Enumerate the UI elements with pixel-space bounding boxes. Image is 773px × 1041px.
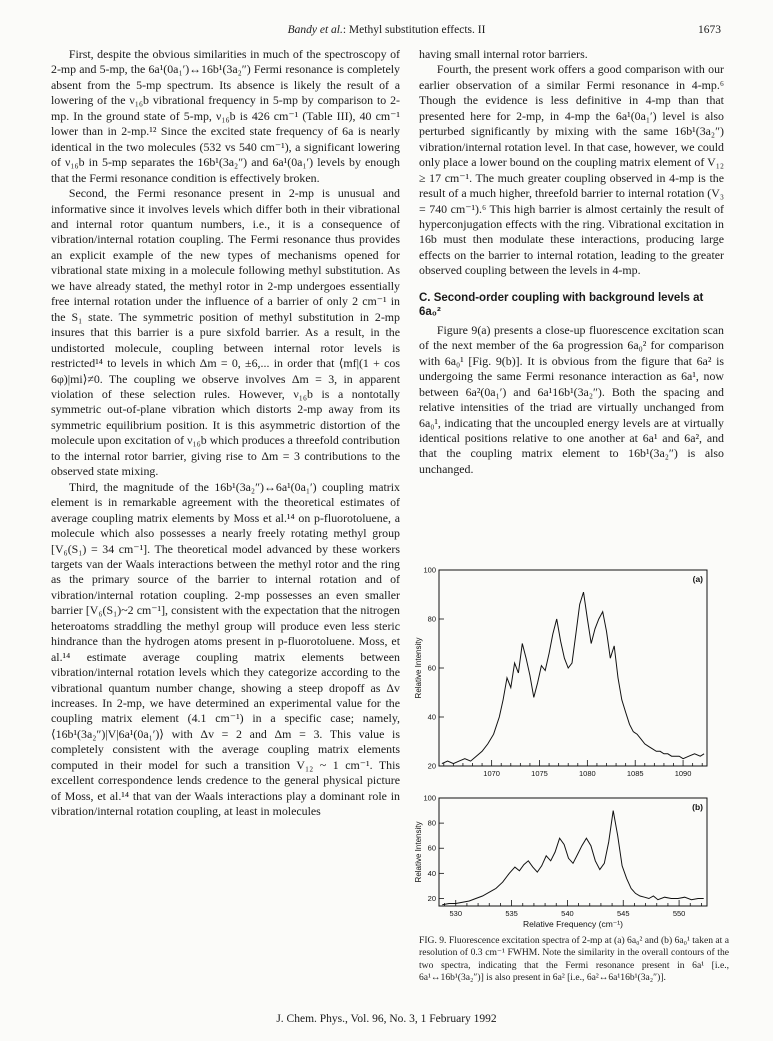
y-tick-label: 40 <box>427 868 436 878</box>
x-tick-label: 540 <box>561 909 574 918</box>
y-axis-label: Relative Intensity <box>414 821 423 883</box>
paragraph: First, despite the obvious similarities in much of the spectroscopy of 2-mp and 5-mp, the 6a¹(0a₁′)↔16b¹(3a₂″) Fermi resonance is completely absent from the 5-mp spectrum. Its absence is likely the result of a lowering of the ν₁₆b vibrational frequency in 5-mp by comparison to 2-mp. In the ground state of 5-mp, ν₁₆b is 426 cm⁻¹ (Table III), 40 cm⁻¹ lower than in 2-mp.¹² Since the excited state frequency of 6a is nearly identical in the two molecules (532 vs 540 cm⁻¹), a significant lowering of ν₁₆b in 5-mp separates the 16b¹(3a₂″) and 6a¹(0a₁′) levels by enough that the Fermi resonance condition is effectively broken. <box>51 47 400 185</box>
x-tick-label: 530 <box>449 909 463 918</box>
panel-label: (a) <box>692 574 703 584</box>
paragraph: having small internal rotor barriers. <box>419 47 588 61</box>
running-title-author: Bandy et al. <box>287 24 343 36</box>
left-column <box>51 47 400 820</box>
y-tick-label: 100 <box>423 565 436 575</box>
running-title-rest: : Methyl substitution effects. II <box>342 24 486 36</box>
x-tick-label: 1075 <box>531 769 548 778</box>
y-tick-label: 100 <box>423 793 436 803</box>
x-tick-label: 1085 <box>626 769 644 778</box>
x-tick-label: 1080 <box>579 769 596 778</box>
x-tick-label: 550 <box>672 909 686 918</box>
x-tick-label: 545 <box>616 909 630 918</box>
spectrum-line <box>442 811 703 905</box>
page-number: 1673 <box>698 24 721 36</box>
spectrum-chart-b <box>412 783 717 933</box>
y-tick-label: 80 <box>427 614 436 624</box>
x-axis-label: Relative Frequency (cm⁻¹) <box>523 919 623 929</box>
y-tick-label: 60 <box>427 843 436 853</box>
paragraph: Second, the Fermi resonance present in 2-mp is unusual and informative since it involves levels which differ both in their vibrational and internal rotor quantum numbers, i.e., it is a consequence of vibration/internal rotation coupling. The Fermi resonance thus provides an explicit example of the new types of mechanisms opened for vibrational state mixing in a molecule following methyl substitution. As we have already stated, the methyl rotor in 2-mp undergoes essentially free internal rotation under the influence of a barrier of only 2 cm⁻¹ in the S₁ state. The symmetric position of methyl substitution in 2-mp insures that this barrier is a pure sixfold barrier. As a result, in the undistorted molecule, coupling between internal rotor levels is restricted¹⁴ to levels in which Δm = 0, ±6,... in order that ⟨mf|(1 + cos 6φ)|mi⟩≠0. The coupling we observe involves Δm = 3, in apparent violation of these selection rules. However, ν₁₆b is a nontotally symmetric out-of-plane vibration which distorts 2-mp away from its symmetric equilibrium position. It is this asymmetric distortion of the molecule upon excitation of ν₁₆b which produces a threefold contribution to the internal rotor barrier, giving rise to Δm = 3 contributions to the observed state mixing. <box>51 186 400 479</box>
page-footer: J. Chem. Phys., Vol. 96, No. 3, 1 February 1992 <box>276 1013 497 1025</box>
x-tick-label: 1070 <box>483 769 500 778</box>
paragraph: Fourth, the present work offers a good comparison with our earlier observation of a similar Fermi resonance in 4-mp.⁶ Though the evidence is less definitive in 4-mp than that presented here for 2-mp, in 4-mp the 6a¹(0a₁′) level is also perturbed significantly by mixing with the same 16b¹(3a₂″) vibration/internal rotation level. In that case, however, we could only place a lower bound on the coupling matrix element of V₁₂ ≥ 17 cm⁻¹. The much greater coupling observed in 4-mp is the result of a much higher, threefold barrier to internal rotation (V₃ = 740 cm⁻¹).⁶ This high barrier is almost certainly the result of hyperconjugation effects with the ring. Vibrational excitation in 16b must then modulate these interactions, producing large effects on the barrier to internal rotation, leading to the greater observed coupling between the levels in 4-mp. <box>419 62 724 278</box>
y-tick-label: 60 <box>427 663 436 673</box>
figure-panel-b <box>412 783 717 1023</box>
plot-frame <box>439 798 707 906</box>
paragraph: Figure 9(a) presents a close-up fluorescence excitation scan of the next member of the 6a progression 6a₀² for comparison with 6a₀¹ [Fig. 9(b)]. It is obvious from the figure that 6a² is undergoing the same Fermi resonance interaction as 6a¹, now between 6a²(0a₁′) and 6a¹16b¹(3a₂″). Both the spacing and relative intensities of the triad are virtually unchanged from 6a₀¹, indicating that the uncoupled energy levels are at virtually identical positions relative to one another at 6a¹ and 6a², and that the coupling matrix element to 16b¹(3a₂″) is also unchanged. <box>419 322 724 476</box>
spectrum-chart-a <box>412 563 717 778</box>
section-heading: C. Second-order coupling with background levels at 6a₀² <box>419 291 704 318</box>
figure-panel-a <box>412 563 717 778</box>
y-tick-label: 80 <box>427 818 436 828</box>
spectrum-line <box>442 592 704 764</box>
y-tick-label: 20 <box>427 893 436 903</box>
panel-label: (b) <box>692 802 703 812</box>
x-tick-label: 1090 <box>674 769 692 778</box>
paragraph: Third, the magnitude of the 16b¹(3a₂″)↔6a¹(0a₁′) coupling matrix element is in remarkable agreement with the theoretical estimates of average coupling matrix elements by Moss et al.¹⁴ on p-fluorotoluene, a molecule which also possesses a nearly freely rotating methyl group [V₆(S₁) = 34 cm⁻¹]. The theoretical model advanced by these workers targets van der Waals interactions between the methyl rotor and the ring as the primary source of the barrier to internal rotation and of vibration/internal rotation coupling. 2-mp possesses an even smaller barrier [V₆(S₁)~2 cm⁻¹], consistent with the expectation that the nitrogen heteroatoms straddling the methyl group will produce even less steric hindrance than the hydrogen atoms present in p-fluorotoluene. Moss, et al.¹⁴ estimate average coupling matrix elements between vibration/internal rotation levels which they categorize according to the vibrational quantum number change, showing a steep dropoff as Δv increases. In 2-mp, we have determined an experimental value for the coupling matrix element (4.1 cm⁻¹) in a specific case; namely, ⟨16b¹(3a₂″)|V|6a¹(0a₁′)⟩ with Δv = 2 and Δm = 3. This value is completely consistent with the average coupling matrix elements computed in their model for such a transition V₁₂ ~ 1 cm⁻¹. This excellent correspondence lends credence to the general physical picture of Moss, et al.¹⁴ that van der Waals interactions play a dominant role in vibration/internal rotation coupling, at least in molecules <box>51 479 400 819</box>
x-tick-label: 535 <box>505 909 518 918</box>
right-column <box>419 47 724 477</box>
y-axis-label: Relative Intensity <box>414 637 423 699</box>
y-tick-label: 20 <box>427 761 436 771</box>
figure-caption: FIG. 9. Fluorescence excitation spectra of 2-mp at (a) 6a₀² and (b) 6a₀¹ taken at a resolution of 0.3 cm⁻¹ FWHM. Note the similarity in the overall contours of the two spectra, indicating that the Fermi resonance present in 6a¹ [i.e., 6a¹↔16b¹(3a₂″)] is also present in 6a² [i.e., 6a²↔6a¹16b¹(3a₂″)]. <box>419 935 729 983</box>
plot-frame <box>439 570 707 766</box>
running-title <box>0 24 773 36</box>
y-tick-label: 40 <box>427 712 436 722</box>
